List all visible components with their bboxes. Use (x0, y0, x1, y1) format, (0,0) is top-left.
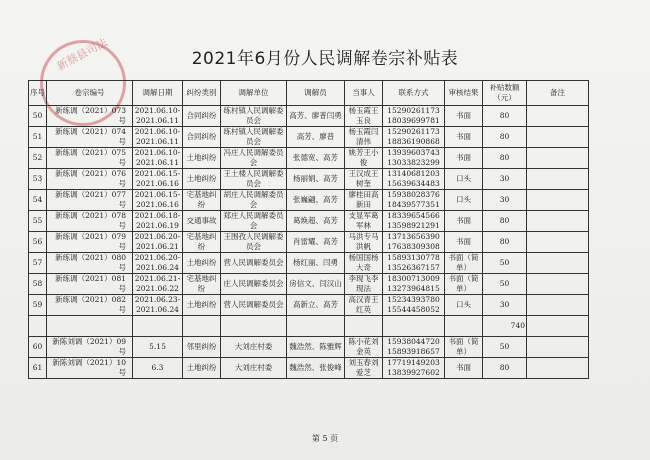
table-cell-mediator: 高新立、高芳 (287, 295, 345, 316)
table-cell-result: 书面 (445, 127, 483, 148)
subtotal-cell (527, 316, 589, 337)
table-cell-no: 58 (29, 274, 47, 295)
table-cell-note (527, 358, 589, 379)
table-cell-amount: 80 (483, 127, 527, 148)
table-cell-type: 土地纠纷 (183, 169, 221, 190)
table-cell-no: 52 (29, 148, 47, 169)
table-cell-amount: 80 (483, 148, 527, 169)
table-cell-contact: 18300713009 13273964815 (383, 274, 445, 295)
table-row (29, 274, 589, 295)
table-cell-result: 书面 (445, 211, 483, 232)
table-cell-note (527, 148, 589, 169)
table-cell-contact: 13939603743 13033823299 (383, 148, 445, 169)
header-cell: 调解日期 (133, 81, 183, 106)
table-cell-contact: 15893130778 13526367157 (383, 253, 445, 274)
table-cell-type: 土地纠纷 (183, 148, 221, 169)
subtotal-cell (345, 316, 383, 337)
table-cell-no: 60 (29, 337, 47, 358)
table-cell-date: 2021.06.10-2021.06.11 (133, 106, 183, 127)
table-cell-amount: 80 (483, 211, 527, 232)
table-cell-contact: 15234393780 15544458052 (383, 295, 445, 316)
subtotal-cell (445, 316, 483, 337)
table-cell-unit: 营人民调解委员会 (221, 253, 287, 274)
table-cell-result: 书面 (445, 148, 483, 169)
table-cell-type: 土地纠纷 (183, 358, 221, 379)
table-row (29, 127, 589, 148)
table-cell-type: 合同纠纷 (183, 127, 221, 148)
table-cell-date: 2021.06.21-2021.06.22 (133, 274, 183, 295)
table-cell-mediator: 魏浩然、张俊峰 (287, 358, 345, 379)
table-cell-no: 57 (29, 253, 47, 274)
table-cell-no: 61 (29, 358, 47, 379)
table-cell-id: 新练调（2021）080号 (47, 253, 133, 274)
table-row (29, 211, 589, 232)
table-cell-type: 合同纠纷 (183, 106, 221, 127)
table-cell-date: 2021.06.20-2021.06.24 (133, 253, 183, 274)
table-cell-unit: 营人民调解委员会 (221, 295, 287, 316)
table-cell-note (527, 295, 589, 316)
table-cell-party: 李现飞李现法 (345, 274, 383, 295)
table-cell-party: 王汉成王树奎 (345, 169, 383, 190)
table-cell-result: 书面（简单） (445, 253, 483, 274)
table-cell-party: 杨玉霞闫清伟 (345, 127, 383, 148)
table-cell-note (527, 211, 589, 232)
table-cell-unit: 王土楼人民调解委员会 (221, 169, 287, 190)
table-cell-type: 土地纠纷 (183, 295, 221, 316)
table-cell-note (527, 253, 589, 274)
header-cell: 联系方式 (383, 81, 445, 106)
table-cell-amount: 50 (483, 274, 527, 295)
table-cell-date: 2021.06.15-2021.06.16 (133, 169, 183, 190)
table-cell-no: 59 (29, 295, 47, 316)
table-cell-unit: 郑庄人民调解委员会 (221, 211, 287, 232)
table-cell-contact: 15290261173 18039699781 (383, 106, 445, 127)
header-cell: 审核结果 (445, 81, 483, 106)
table-cell-party: 姚芳王小俊 (345, 148, 383, 169)
table-cell-date: 2021.06.10-2021.06.11 (133, 148, 183, 169)
table-cell-no: 53 (29, 169, 47, 190)
subtotal-cell (383, 316, 445, 337)
table-cell-unit: 练村镇人民调解委员会 (221, 127, 287, 148)
table-cell-note (527, 190, 589, 211)
table-cell-unit: 王围孜人民调解委员会 (221, 232, 287, 253)
table-cell-id: 新练调（2021）077号 (47, 190, 133, 211)
table-cell-id: 新练调（2021）078号 (47, 211, 133, 232)
table-cell-id: 新练调（2021）079号 (47, 232, 133, 253)
table-cell-contact: 17719149203 13839927602 (383, 358, 445, 379)
subtotal-cell (287, 316, 345, 337)
table-cell-type: 交通事故 (183, 211, 221, 232)
table-cell-unit: 大刘庄村委 (221, 337, 287, 358)
subtotal-cell (221, 316, 287, 337)
table-cell-no: 54 (29, 190, 47, 211)
table-cell-unit: 胡庄人民调解委员会 (221, 190, 287, 211)
table-cell-contact: 15938028376 18439577351 (383, 190, 445, 211)
document-title: 2021年6月份人民调解卷宗补贴表 (191, 49, 459, 69)
header-cell: 当事人 (345, 81, 383, 106)
table-cell-date: 2021.06.20-2021.06.21 (133, 232, 183, 253)
table-cell-contact: 15938044720 15893918657 (383, 337, 445, 358)
subtotal-cell (133, 316, 183, 337)
table-cell-mediator: 高芳、廖普 (287, 127, 345, 148)
table-cell-id: 新练调（2021）082号 (47, 295, 133, 316)
table-cell-note (527, 274, 589, 295)
table-cell-date: 2021.06.23-2021.06.24 (133, 295, 183, 316)
table-row (29, 295, 589, 316)
subtotal-amount: 740 (483, 316, 527, 337)
table-cell-mediator: 杨红丽、闫勇 (287, 253, 345, 274)
table-cell-party: 杨国国杨大奇 (345, 253, 383, 274)
table-cell-type: 宅基地纠纷 (183, 232, 221, 253)
table-cell-no: 56 (29, 232, 47, 253)
header-cell: 补贴数额（元） (483, 81, 527, 106)
table-row (29, 106, 589, 127)
table-cell-mediator: 肖雷耀、高芳 (287, 232, 345, 253)
table-cell-amount: 80 (483, 106, 527, 127)
table-cell-type: 邻里纠纷 (183, 337, 221, 358)
table-cell-amount: 80 (483, 358, 527, 379)
subtotal-row (29, 316, 589, 337)
table-cell-note (527, 127, 589, 148)
table-cell-party: 廖桂田高新田 (345, 190, 383, 211)
table-cell-unit: 庄人民调解委员会 (221, 274, 287, 295)
page-number: 第 5 页 (311, 434, 339, 443)
table-cell-id: 新练调（2021）074号 (47, 127, 133, 148)
table-cell-id: 新练调（2021）073号 (47, 106, 133, 127)
table-row (29, 190, 589, 211)
table-cell-party: 支显军葛军林 (345, 211, 383, 232)
table-cell-result: 口头 (445, 295, 483, 316)
table-cell-mediator: 高芳、廖普闫勇 (287, 106, 345, 127)
table-cell-mediator: 张巍翩、高芳 (287, 190, 345, 211)
table-cell-note (527, 169, 589, 190)
table-row (29, 358, 589, 379)
table-cell-result: 书面（简单） (445, 337, 483, 358)
header-cell: 备注 (527, 81, 589, 106)
subtotal-cell (29, 316, 47, 337)
table-cell-party: 刘玉春刘爱芝 (345, 358, 383, 379)
header-cell: 调解单位 (221, 81, 287, 106)
table-cell-contact: 18339654566 13598921291 (383, 211, 445, 232)
header-cell: 序号 (29, 81, 47, 106)
table-cell-type: 宅基地纠纷 (183, 274, 221, 295)
table-cell-party: 杨玉霞王玉良 (345, 106, 383, 127)
header-cell: 纠纷类别 (183, 81, 221, 106)
table-row (29, 232, 589, 253)
table-cell-contact: 13140681203 15639634483 (383, 169, 445, 190)
table-cell-party: 马洪专马洪帆 (345, 232, 383, 253)
table-cell-contact: 15290261173 18836190868 (383, 127, 445, 148)
table-cell-amount: 30 (483, 190, 527, 211)
table-cell-unit: 练村镇人民调解委员会 (221, 106, 287, 127)
table-cell-date: 2021.06.15-2021.06.16 (133, 190, 183, 211)
subtotal-cell (183, 316, 221, 337)
table-cell-date: 6.3 (133, 358, 183, 379)
table-cell-no: 50 (29, 106, 47, 127)
table-cell-id: 新练调（2021）076号 (47, 169, 133, 190)
table-cell-amount: 30 (483, 169, 527, 190)
table-cell-no: 55 (29, 211, 47, 232)
table-cell-date: 2021.06.18-2021.06.19 (133, 211, 183, 232)
table-cell-unit: 冯庄人民调解委员会 (221, 148, 287, 169)
table-cell-unit: 大刘庄村委 (221, 358, 287, 379)
subtotal-cell (47, 316, 133, 337)
table-cell-no: 51 (29, 127, 47, 148)
table-cell-type: 土地纠纷 (183, 253, 221, 274)
table-row (29, 253, 589, 274)
table-cell-date: 5.15 (133, 337, 183, 358)
table-cell-id: 新练调（2021）081号 (47, 274, 133, 295)
table-cell-note (527, 337, 589, 358)
header-cell: 调解员 (287, 81, 345, 106)
table-cell-mediator: 葛焕超、高芳 (287, 211, 345, 232)
table-cell-id: 新练调（2021）075号 (47, 148, 133, 169)
table-cell-result: 口头 (445, 190, 483, 211)
table-cell-date: 2021.06.10-2021.06.11 (133, 127, 183, 148)
table-cell-amount: 30 (483, 295, 527, 316)
table-cell-note (527, 232, 589, 253)
table-cell-amount: 80 (483, 232, 527, 253)
table-cell-party: 陈小花刘金英 (345, 337, 383, 358)
table-cell-mediator: 张德宽、高芳 (287, 148, 345, 169)
table-cell-id: 新陈刘调（2021）09号 (47, 337, 133, 358)
table-cell-contact: 13713656390 17638309308 (383, 232, 445, 253)
seal-text: 新蔡县司法 (54, 35, 110, 74)
table-header-row (29, 81, 589, 106)
table-cell-party: 高汉青王红英 (345, 295, 383, 316)
table-cell-result: 书面 (445, 232, 483, 253)
table-row (29, 148, 589, 169)
table-row (29, 337, 589, 358)
table-cell-result: 书面 (445, 358, 483, 379)
table-cell-amount: 50 (483, 253, 527, 274)
header-cell: 卷宗编号 (47, 81, 133, 106)
table-cell-mediator: 房信文、闫汉山 (287, 274, 345, 295)
table-row (29, 169, 589, 190)
subsidy-table (28, 80, 589, 379)
table-cell-mediator: 杨丽娟、高芳 (287, 169, 345, 190)
table-cell-type: 宅基地纠纷 (183, 190, 221, 211)
table-cell-id: 新陈刘调（2021）10号 (47, 358, 133, 379)
table-cell-result: 书面 (445, 106, 483, 127)
table-cell-mediator: 魏浩然、陈雅辉 (287, 337, 345, 358)
table-cell-note (527, 106, 589, 127)
table-cell-result: 书面（简单） (445, 274, 483, 295)
table-cell-result: 口头 (445, 169, 483, 190)
table-cell-amount: 50 (483, 337, 527, 358)
